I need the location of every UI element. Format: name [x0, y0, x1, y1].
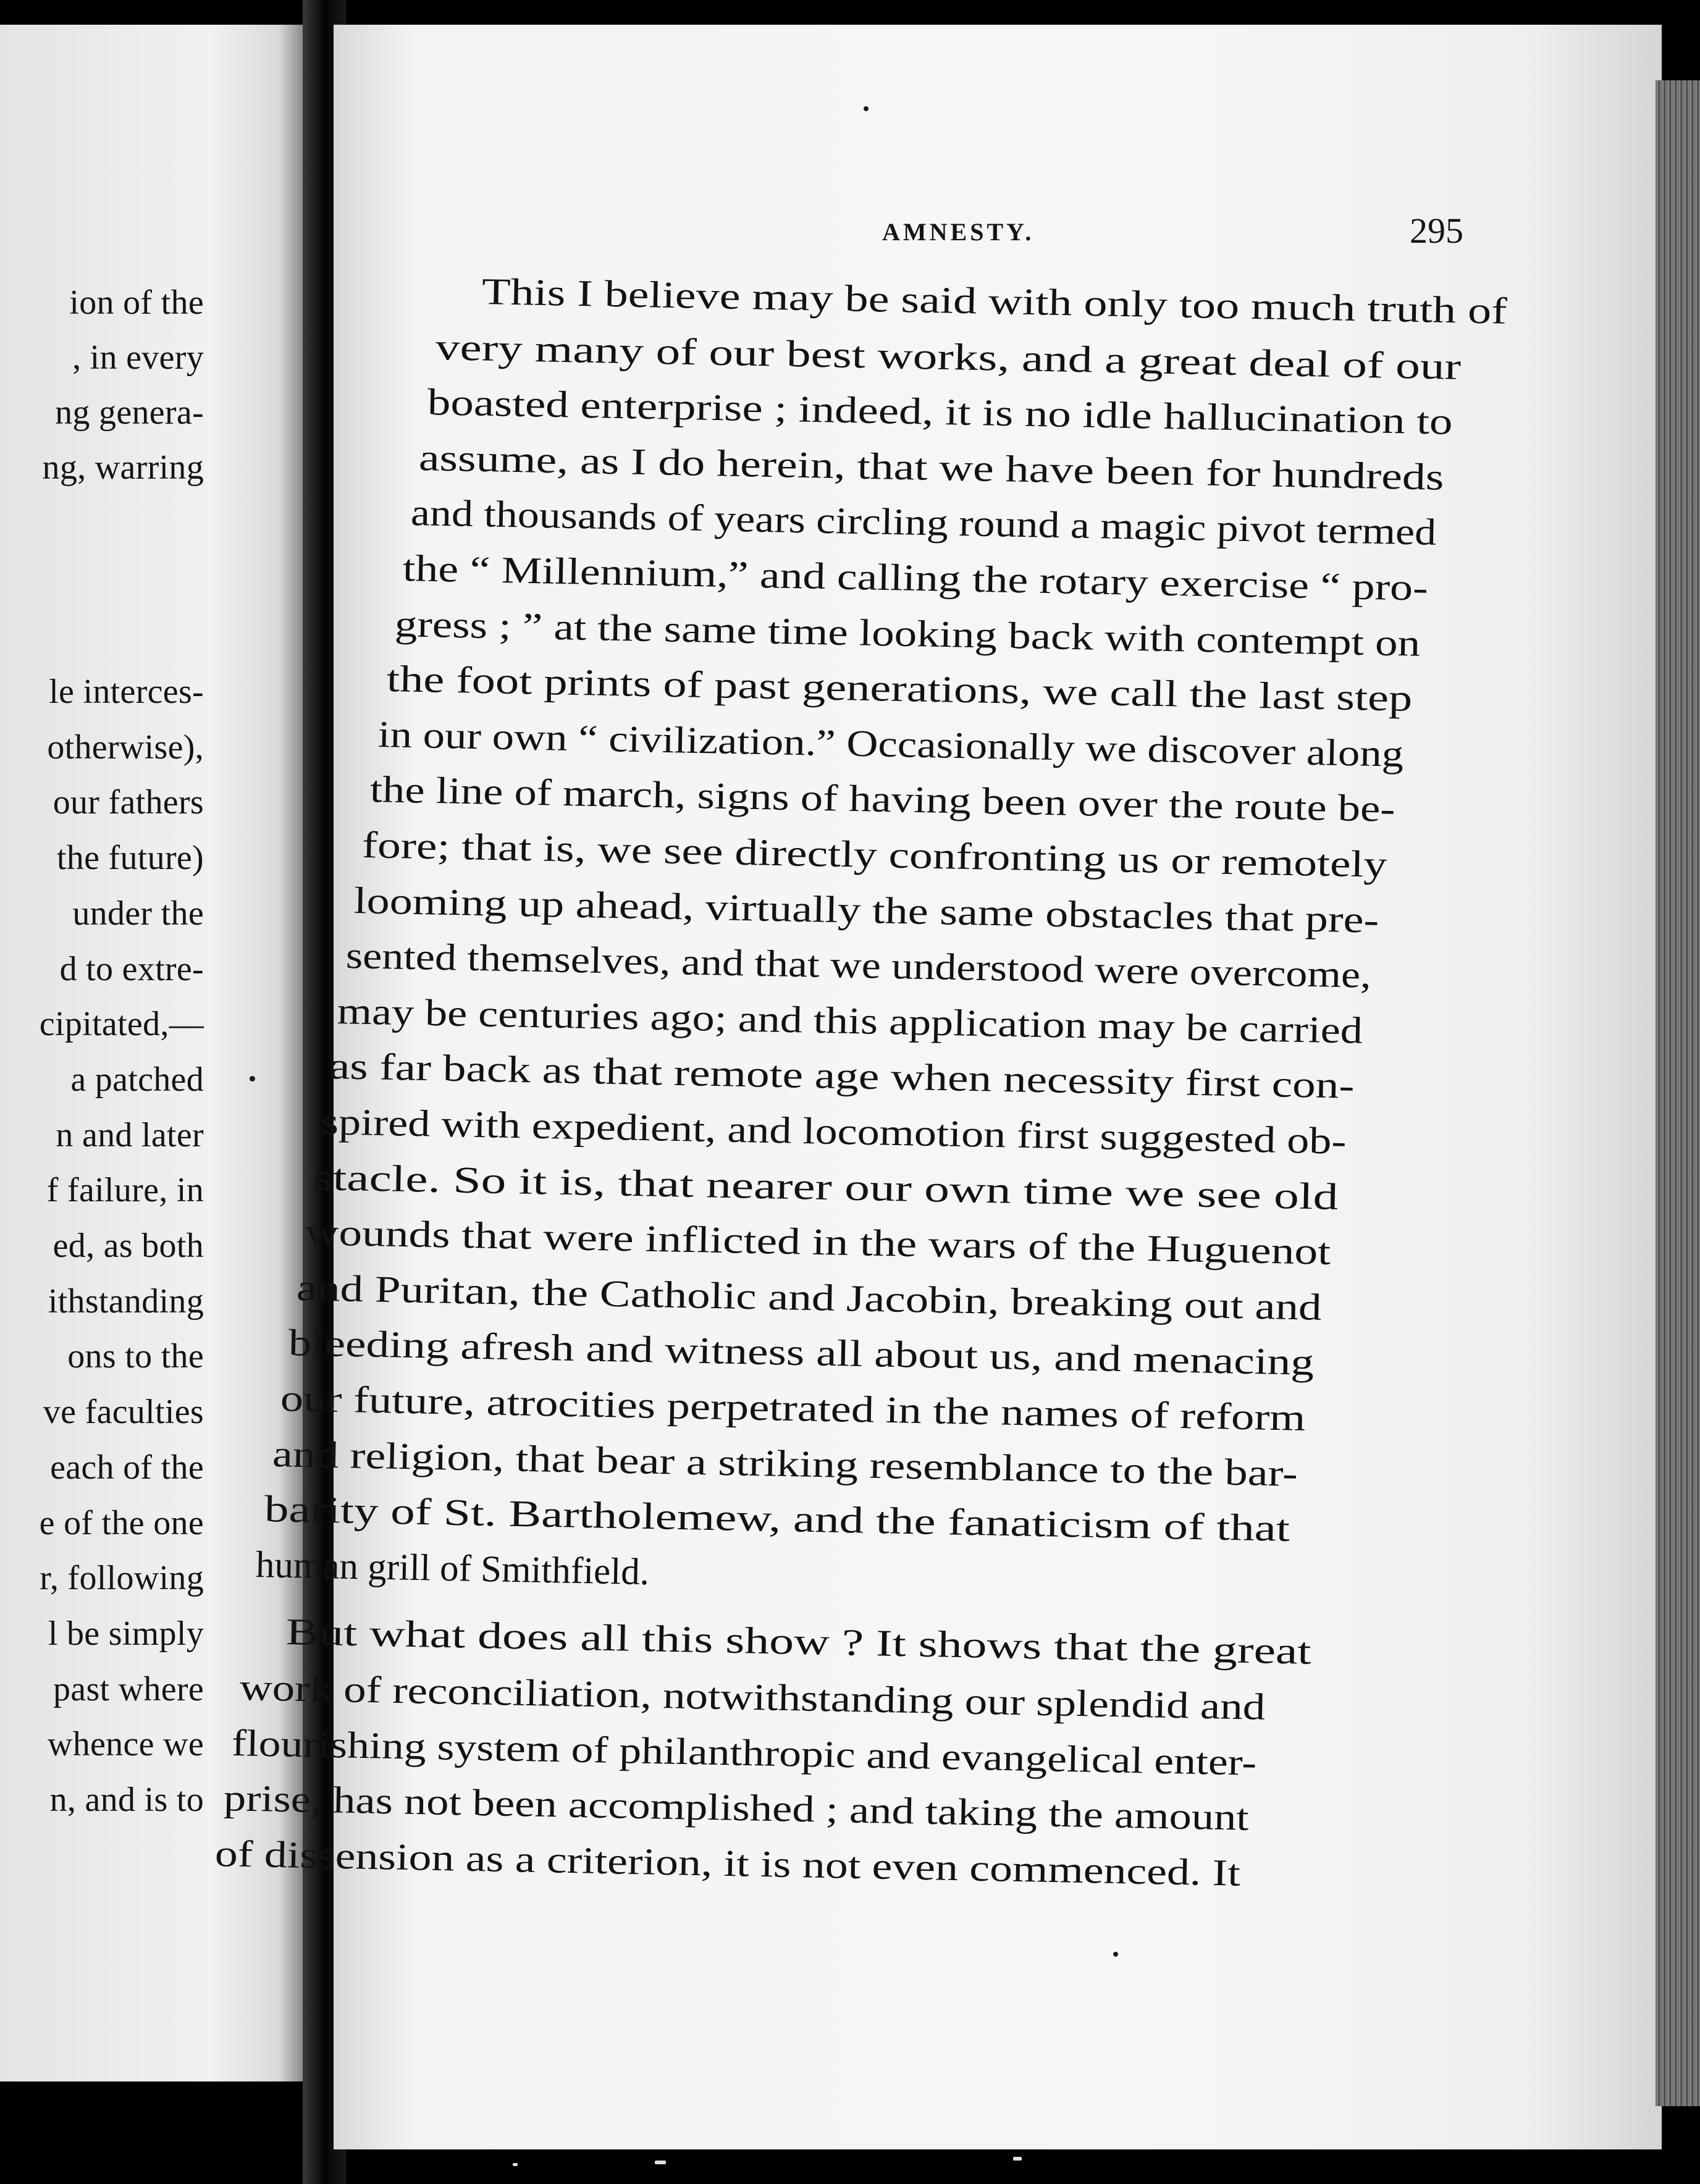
left-page-line: , in every: [72, 338, 204, 377]
left-page-line: n and later: [56, 1115, 204, 1154]
body-text-line: may be centuries ago; and this application may be carried: [337, 990, 1363, 1052]
body-text-line: wounds that were inflicted in the wars of the Huguenot: [304, 1212, 1331, 1274]
left-page-line: ithstanding: [48, 1282, 204, 1321]
paragraph-start-line: But what does all this show ? It shows that the great: [285, 1611, 1312, 1673]
body-text-line: and religion, that bear a striking resemblance to the bar-: [272, 1433, 1298, 1495]
left-page-line: l be simply: [48, 1614, 204, 1653]
body-text-line: fore; that is, we see directly confronting us or remotely: [361, 825, 1387, 886]
body-text-line: bleeding afresh and witness all about us, and menacing: [288, 1322, 1315, 1384]
body-text-line: the foot prints of past generations, we call the last step: [385, 658, 1413, 720]
left-page: [0, 25, 303, 2081]
left-page-line: r, following: [40, 1559, 204, 1598]
left-page-line: under the: [72, 894, 204, 933]
left-page-line: our fathers: [53, 783, 204, 822]
body-text-line: looming up ahead, virtually the same obstacles that pre-: [353, 880, 1379, 941]
body-text-line: human grill of Smithfield.: [255, 1544, 650, 1594]
left-page-line: the future): [56, 839, 204, 878]
body-text-line: our future, atrocities perpetrated in the names of reform: [280, 1378, 1306, 1439]
body-text-line: in our own “ civilization.” Occasionally we discover along: [377, 713, 1405, 775]
left-page-line: whence we: [47, 1725, 204, 1764]
body-text-line: as far back as that remote age when necessity first con-: [329, 1046, 1355, 1107]
running-head: AMNESTY.: [882, 218, 1035, 246]
body-text-line: spired with expedient, and locomotion first suggested ob-: [321, 1101, 1347, 1162]
scan-speck: [864, 106, 869, 111]
body-text-line: assume, as I do herein, that we have been for hundreds: [418, 437, 1445, 498]
left-page-line: otherwise),: [47, 728, 204, 766]
left-page-line: a patched: [70, 1060, 204, 1099]
body-text-line: boasted enterprise ; indeed, it is no idle hallucination to: [426, 382, 1453, 443]
left-page-line: ed, as both: [53, 1227, 204, 1265]
left-page-line: ion of the: [69, 284, 204, 322]
body-text-line: very many of our best works, and a great deal of our: [435, 326, 1462, 388]
left-page-line: ng, warring: [42, 448, 204, 487]
scan-speck: [1113, 1952, 1118, 1957]
left-page-line: n, and is to: [49, 1781, 204, 1819]
body-text-line: This I believe may be said with only too much truth of: [481, 271, 1508, 332]
left-page-line: past where: [53, 1670, 204, 1708]
left-page-line: d to extre-: [59, 949, 204, 988]
left-page-line: f failure, in: [46, 1171, 204, 1210]
left-page-line: ons to the: [67, 1337, 204, 1376]
scan-mark: [1013, 2157, 1022, 2161]
body-text-line: barity of St. Bartholemew, and the fanaticism of that: [263, 1489, 1290, 1550]
scan-mark: [655, 2161, 666, 2164]
left-page-line: ve faculties: [43, 1393, 204, 1432]
scan-speck: [250, 1076, 255, 1082]
body-text-line: and Puritan, the Catholic and Jacobin, breaking out and: [296, 1267, 1323, 1329]
body-text-line: flourishing system of philanthropic and evangelical enter-: [231, 1722, 1257, 1784]
page-edges: [1656, 80, 1700, 2106]
left-page-line: ng genera-: [55, 393, 204, 432]
left-page-line: cipitated,—: [39, 1005, 204, 1044]
body-text-line: gress ; ” at the same time looking back with contempt on: [394, 603, 1421, 665]
left-page-line: each of the: [50, 1448, 204, 1487]
body-text-line: sented themselves, and that we understood were overcome,: [345, 935, 1371, 997]
body-text-line: the line of march, signs of having been over the route be-: [369, 769, 1396, 831]
body-text-line: work of reconciliation, notwithstanding our splendid and: [239, 1667, 1266, 1728]
scan-mark: [513, 2163, 518, 2166]
body-text-line: of dissension as a criterion, it is not even commenced. It: [214, 1833, 1241, 1894]
body-text-line: and thousands of years circling round a magic pivot termed: [410, 492, 1437, 554]
left-page-line: e of the one: [39, 1503, 204, 1542]
left-page-line: le interces-: [49, 673, 204, 711]
body-text-line: prise, has not been accomplished ; and taking the amount: [222, 1778, 1249, 1839]
body-text-line: the “ Millennium,” and calling the rotary exercise “ pro-: [402, 548, 1429, 609]
body-text-line: stacle. So it is, that nearer our own time we see old: [313, 1156, 1339, 1218]
page-number: 295: [1410, 211, 1463, 251]
